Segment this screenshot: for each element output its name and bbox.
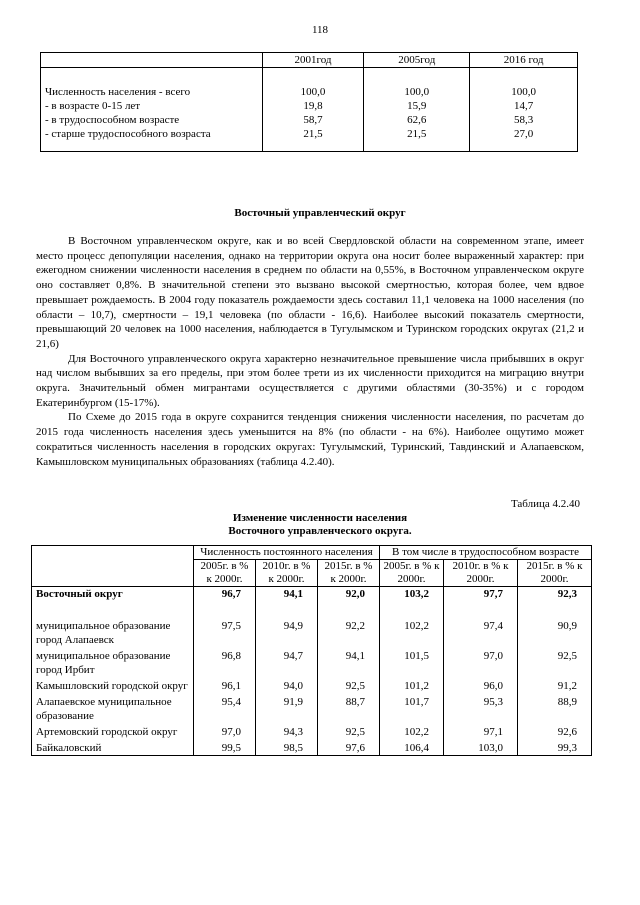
row-label: - в возрасте 0-15 лет [41, 99, 263, 113]
cell-value: 91,2 [518, 679, 592, 695]
row-name: Алапаевское муниципальное образование [32, 695, 194, 725]
cell-value: 101,5 [380, 649, 444, 679]
cell-value: 91,9 [256, 695, 318, 725]
cell-value: 97,5 [194, 619, 256, 649]
sub-header: 2015г. в % к 2000г. [318, 560, 380, 587]
table-title-line: Восточного управленческого округа. [228, 525, 412, 537]
row-label: - старше трудоспособного возраста [41, 127, 263, 152]
cell-value: 92,5 [318, 725, 380, 741]
paragraph: В Восточном управленческом округе, как и во всей Свердловской области на современном этапе, имеет место процесс депопуляции населения, однако на территории округа она носит более выраженный характер: при ежегодном снижении численности населения в среднем по области на 0,55%, в Восточном управленческом округе оно составляет 0,8%. В значительной степени это вызвано высокой смертностью, которая более, чем вдвое превышает рождаемость. В 2004 году показатель рождаемости здесь составил 11,1 человека на 1000 населения (по области – 10,7), смертности – 19,1 человека (по области - 16,6). Наиболее высокий показатель смертности, превышающий 20 человек на 1000 населения, наблюдается в Тугулымском и Туринском городских округах (21,2 и 21,6) [36, 235, 584, 350]
table-title-line: Изменение численности населения [232, 512, 408, 524]
sub-header: 2010г. в % к 2000г. [444, 560, 518, 587]
cell-value: 98,5 [256, 741, 318, 756]
cell-value: 97,0 [444, 649, 518, 679]
cell-value: 96,1 [194, 679, 256, 695]
cell-value: 97,6 [318, 741, 380, 756]
row-name: Байкаловский [32, 741, 194, 756]
cell-value: 97,4 [444, 619, 518, 649]
cell-value: 92,2 [318, 619, 380, 649]
cell-value: 94,1 [318, 649, 380, 679]
cell-value: 21,5 [262, 127, 364, 152]
row-label: Численность населения - всего [41, 85, 263, 99]
table1-header-2016: 2016 год [470, 53, 578, 68]
table-row [41, 85, 578, 99]
cell-value: 92,5 [518, 649, 592, 679]
cell-value: 103,2 [380, 587, 444, 620]
cell-value: 102,2 [380, 619, 444, 649]
cell-value: 100,0 [364, 85, 470, 99]
cell-value: 94,1 [256, 587, 318, 620]
cell-value: 94,3 [256, 725, 318, 741]
cell-value: 14,7 [470, 99, 578, 113]
cell-value: 101,7 [380, 695, 444, 725]
cell-value: 88,9 [518, 695, 592, 725]
cell-value: 96,0 [444, 679, 518, 695]
cell-value: 92,6 [518, 725, 592, 741]
cell-value: 94,0 [256, 679, 318, 695]
cell-value: 101,2 [380, 679, 444, 695]
cell-value: 96,8 [194, 649, 256, 679]
cell-value: 100,0 [470, 85, 578, 99]
cell-value: 102,2 [380, 725, 444, 741]
table-row [41, 99, 578, 113]
table2-header-corner [32, 546, 194, 587]
cell-value: 92,5 [318, 679, 380, 695]
cell-value: 27,0 [470, 127, 578, 152]
cell-value: 97,7 [444, 587, 518, 620]
cell-value: 15,9 [364, 99, 470, 113]
table-row [32, 587, 592, 620]
section-title: Восточный управленческий округ [234, 207, 406, 219]
cell-value: 100,0 [262, 85, 364, 99]
paragraph: Для Восточного управленческого округа характерно незначительное превышение числа прибывших в округ над числом выбывших за его пределы, при этом более трети из их численности приходится на миграцию внутри округа. Значительный обмен мигрантами осуществляется с другими областями (30-35%) и с городом Екатеринбургом (15-17%). [36, 352, 584, 409]
table-row [32, 695, 592, 725]
cell-value: 21,5 [364, 127, 470, 152]
cell-value: 95,3 [444, 695, 518, 725]
page-number: 118 [311, 24, 329, 36]
cell-value: 95,4 [194, 695, 256, 725]
row-name: Камышловский городской округ [32, 679, 194, 695]
sub-header: 2010г. в % к 2000г. [256, 560, 318, 587]
row-name: муниципальное образование город Ирбит [32, 649, 194, 679]
group-header-population: Численность постоянного населения [194, 546, 380, 560]
cell-value: 103,0 [444, 741, 518, 756]
sub-header: 2015г. в % к 2000г. [518, 560, 592, 587]
cell-value: 92,3 [518, 587, 592, 620]
row-name: Артемовский городской округ [32, 725, 194, 741]
table-row [32, 679, 592, 695]
sub-header: 2005г. в % к 2000г. [194, 560, 256, 587]
cell-value: 62,6 [364, 113, 470, 127]
table1-header-blank [41, 53, 263, 68]
cell-value: 97,0 [194, 725, 256, 741]
table1-header-2005: 2005год [364, 53, 470, 68]
table1-header-2001: 2001год [262, 53, 364, 68]
table-row [41, 113, 578, 127]
paragraph: По Схеме до 2015 года в округе сохранится тенденция снижения численности населения, по расчетам до 2015 года численность населения здесь уменьшится на 8% (по области - на 6%). Наиболее ощутимо может сократиться численность населения в городских округах: Тугулымский, Туринский, Тавдинский и Алапаевском, Камышловском муниципальных образованиях (таблица 4.2.40). [36, 411, 584, 468]
cell-value: 96,7 [194, 587, 256, 620]
cell-value: 94,9 [256, 619, 318, 649]
row-label: - в трудоспособном возрасте [41, 113, 263, 127]
row-name: Восточный округ [32, 587, 194, 620]
cell-value: 99,5 [194, 741, 256, 756]
table-row [32, 725, 592, 741]
age-structure-table [40, 52, 578, 152]
table-row [41, 127, 578, 152]
cell-value: 106,4 [380, 741, 444, 756]
cell-value: 58,3 [470, 113, 578, 127]
table-number-label: Таблица 4.2.40 [510, 498, 580, 510]
cell-value: 90,9 [518, 619, 592, 649]
cell-value: 92,0 [318, 587, 380, 620]
population-change-table [31, 545, 592, 756]
cell-value: 94,7 [256, 649, 318, 679]
cell-value: 58,7 [262, 113, 364, 127]
cell-value: 88,7 [318, 695, 380, 725]
table-title [0, 512, 640, 538]
body-text [36, 234, 584, 469]
sub-header: 2005г. в % к 2000г. [380, 560, 444, 587]
table-row [32, 619, 592, 649]
group-header-working-age: В том числе в трудоспособном возрасте [380, 546, 592, 560]
table-row [32, 649, 592, 679]
row-name: муниципальное образование город Алапаевск [32, 619, 194, 649]
cell-value: 19,8 [262, 99, 364, 113]
table-row [32, 741, 592, 756]
cell-value: 99,3 [518, 741, 592, 756]
cell-value: 97,1 [444, 725, 518, 741]
